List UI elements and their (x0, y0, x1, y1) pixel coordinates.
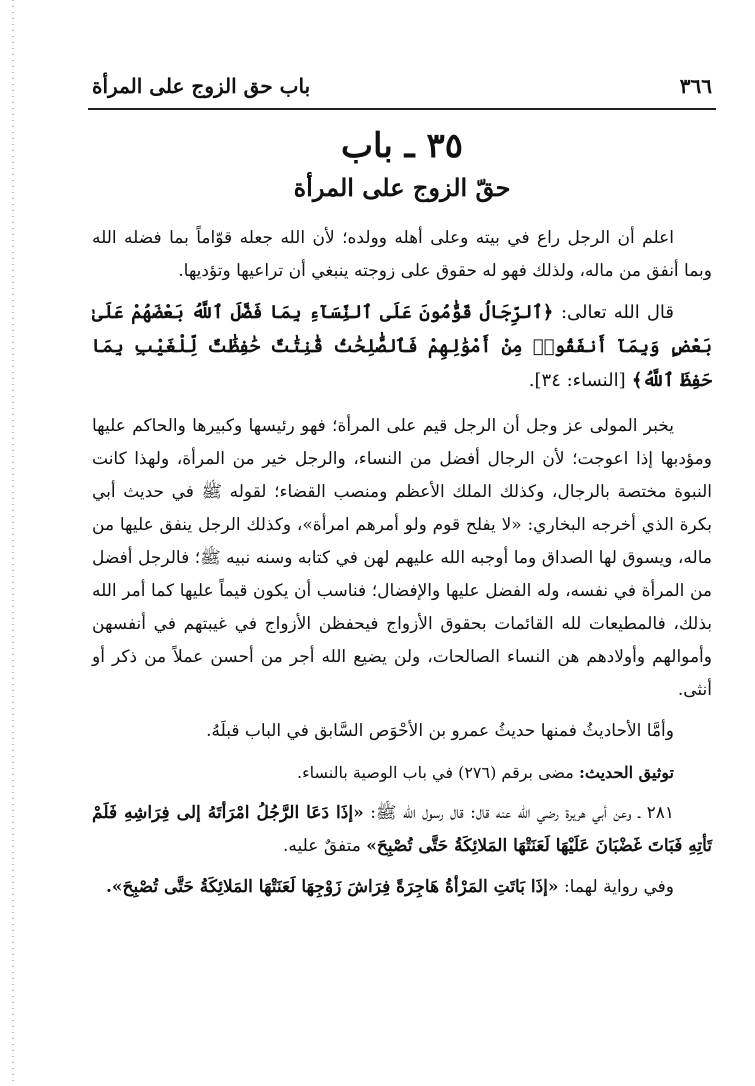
verse-reference: [النساء: ٣٤]. (528, 370, 626, 391)
hadith-281 (92, 797, 712, 863)
tawthiq-paragraph (92, 756, 712, 789)
hadith-281-source: متفقٌ عليه. (283, 836, 361, 856)
riwaya-text: «إذَا بَاتَتِ المَرْأةُ هَاجِرَةً فِرَاشَ زَوْجِهَا لَعَنَتْهَا المَلائِكَةُ حَتَّى تُصْبِحَ». (105, 877, 559, 897)
tawthiq-label: توثيق الحديث: (578, 763, 674, 782)
hadith-281-lead: ٢٨١ ـ وعن أبي هريرة رضي الله عنه قال: قال رسول الله ﷺ: (370, 803, 675, 823)
running-title: باب حق الزوج على المرأة (92, 74, 311, 98)
header-rule (88, 108, 716, 110)
riwaya-lead: وفي رواية لهما: (563, 877, 674, 897)
chapter-title: ٣٥ ـ باب (341, 126, 463, 166)
verse-lead: قال الله تعالى: (560, 302, 674, 323)
quran-verse: ﴿ٱلرِّجَالُ قَوَّٰمُونَ عَلَى ٱلنِّسَآءِ بِمَا فَضَّلَ ٱللَّهُ بَعْضَهُمْ عَلَىٰ بَعْضٍ وَبِمَآ أَنفَقُوا۟ مِنْ أَمْوَٰلِهِمْ فَٱلصَّٰلِحَٰتُ قَٰنِتَٰتٌ حَٰفِظَٰتٌ لِّلْغَيْبِ بِمَا حَفِظَ ٱللَّهُ﴾ (92, 302, 712, 391)
page-edge-dots (12, 0, 14, 1086)
tawthiq-text: مضى برقم (٢٧٦) في باب الوصية بالنساء. (296, 763, 574, 782)
quran-verse-paragraph (92, 296, 712, 398)
page-header (92, 60, 712, 112)
page-number: ٣٦٦ (679, 74, 712, 98)
intro-paragraph: اعلم أن الرجل راع في بيته وعلى أهله وولده؛ لأن الله جعله قوّاماً بما فضله الله وبما أنفق من ماله، ولذلك فهو له حقوق على زوجته ينبغي أن تراعيها وتؤديها. (92, 228, 712, 281)
chapter-subtitle: حقّ الزوج على المرأة (293, 173, 511, 202)
hadith-281-text: «إذَا دَعَا الرَّجُلُ امْرَأتَهُ إلى فِرَاشِهِ فَلَمْ تَأتِهِ فَبَاتَ غَضْبَانَ عَلَيْهَا لَعَنَتْهَا المَلائِكَةُ حَتَّى تُصْبِحَ» (92, 803, 712, 856)
book-page (92, 60, 712, 1060)
commentary-paragraph: يخبر المولى عز وجل أن الرجل قيم على المرأة؛ فهو رئيسها وكبيرها والحاكم عليها ومؤدبها إذا اعوجت؛ لأن الرجال أفضل من النساء، والرجل خير من المرأة، ولهذا كانت النبوة مختصة بالرجال، وكذلك الملك الأعظم ومنصب القضاء؛ لقوله ﷺ في حديث أبي بكرة الذي أخرجه البخاري: «لا يفلح قوم ولو أمرهم امرأة»، وكذلك الرجل ينفق عليها من ماله، ويسوق لها الصداق وما أوجبه الله عليهم لهن في كتابه وسنه نبيه ﷺ؛ فالرجل أفضل من المرأة في نفسه، وله الفضل عليها والإفضال؛ فناسب أن يكون قيماً عليها كما أمر الله بذلك، فالمطيعات لله القائمات بحقوق الأزواج فيحفظن الأزواج في غيبتهم في أنفسهن وأموالهم وأولادهم هن النساء الصالحات، ولن يضيع الله أجر من أحسن عملاً من ذكر أو أنثى. (92, 416, 712, 700)
riwaya-paragraph (92, 871, 712, 904)
hadith-note: وأمَّا الأحاديثُ فمنها حديثُ عمرو بن الأحْوَص السَّابق في الباب قبلَهُ. (206, 721, 674, 741)
